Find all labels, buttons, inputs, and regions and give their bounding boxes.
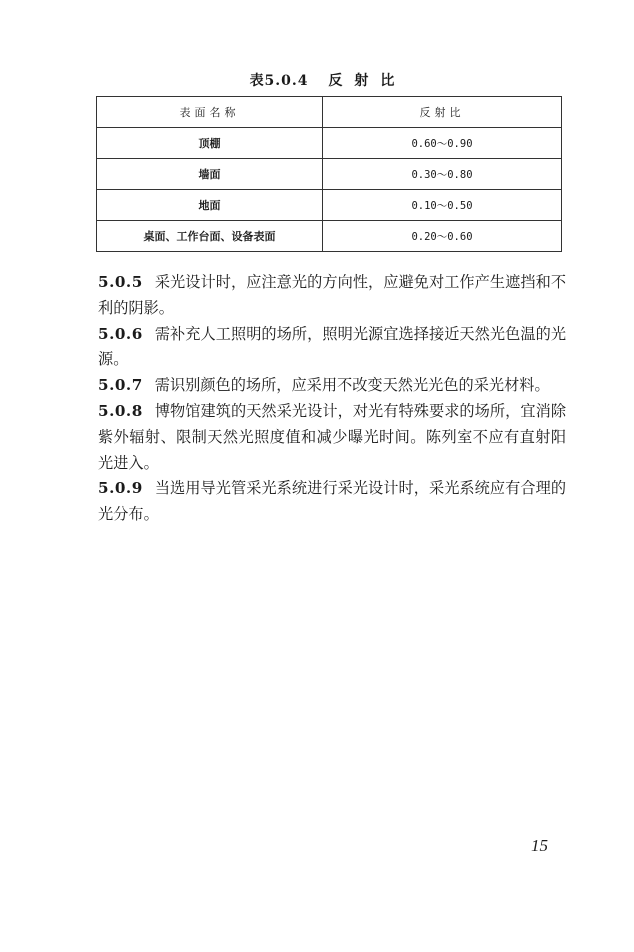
- table-row: [97, 221, 562, 252]
- clause-text: 当选用导光管采光系统进行采光设计时，采光系统应有合理的光分布。: [98, 479, 566, 524]
- clause-text: 采光设计时，应注意光的方向性，应避免对工作产生遮挡和不利的阴影。: [98, 273, 566, 317]
- surface-name-cell: 地面: [97, 190, 323, 221]
- reflectance-table: [96, 96, 562, 252]
- clause-number: 5.0.8: [98, 401, 143, 420]
- reflectance-cell: 0.30～0.80: [323, 159, 562, 190]
- clause-number: 5.0.6: [98, 324, 143, 343]
- clause-5-0-6: [98, 322, 566, 374]
- surface-name-cell: 桌面、工作台面、设备表面: [97, 221, 323, 252]
- table-header-row: [97, 97, 562, 128]
- clause-5-0-8: [98, 399, 566, 476]
- clause-number: 5.0.5: [98, 273, 143, 291]
- table-row: [97, 190, 562, 221]
- clause-list: [98, 270, 566, 528]
- table-number: 表5.0.4: [249, 73, 309, 89]
- table-caption: [96, 70, 560, 90]
- clause-text: 需补充人工照明的场所，照明光源宜选择接近天然光色温的光源。: [98, 324, 566, 369]
- page-number: 15: [531, 836, 548, 855]
- reflectance-cell: 0.10～0.50: [323, 190, 562, 221]
- column-header-surface-name: 表面名称: [97, 97, 323, 128]
- clause-number: 5.0.9: [98, 479, 143, 498]
- clause-5-0-7: [98, 373, 566, 399]
- reflectance-cell: 0.20～0.60: [323, 221, 562, 252]
- table-row: [97, 159, 562, 190]
- reflectance-cell: 0.60～0.90: [323, 128, 562, 159]
- clause-text: 博物馆建筑的天然采光设计，对光有特殊要求的场所，宜消除紫外辐射、限制天然光照度值和减少曝光时间。陈列室不应有直射阳光进入。: [98, 401, 566, 472]
- clause-5-0-5: [98, 270, 566, 322]
- surface-name-cell: 顶棚: [97, 128, 323, 159]
- surface-name-cell: 墙面: [97, 159, 323, 190]
- clause-number: 5.0.7: [98, 376, 143, 395]
- table-row: [97, 128, 562, 159]
- clause-text: 需识别颜色的场所，应采用不改变天然光光色的采光材料。: [154, 376, 550, 395]
- table-title: 反射比: [328, 73, 407, 89]
- column-header-reflectance: 反射比: [323, 97, 562, 128]
- clause-5-0-9: [98, 476, 566, 528]
